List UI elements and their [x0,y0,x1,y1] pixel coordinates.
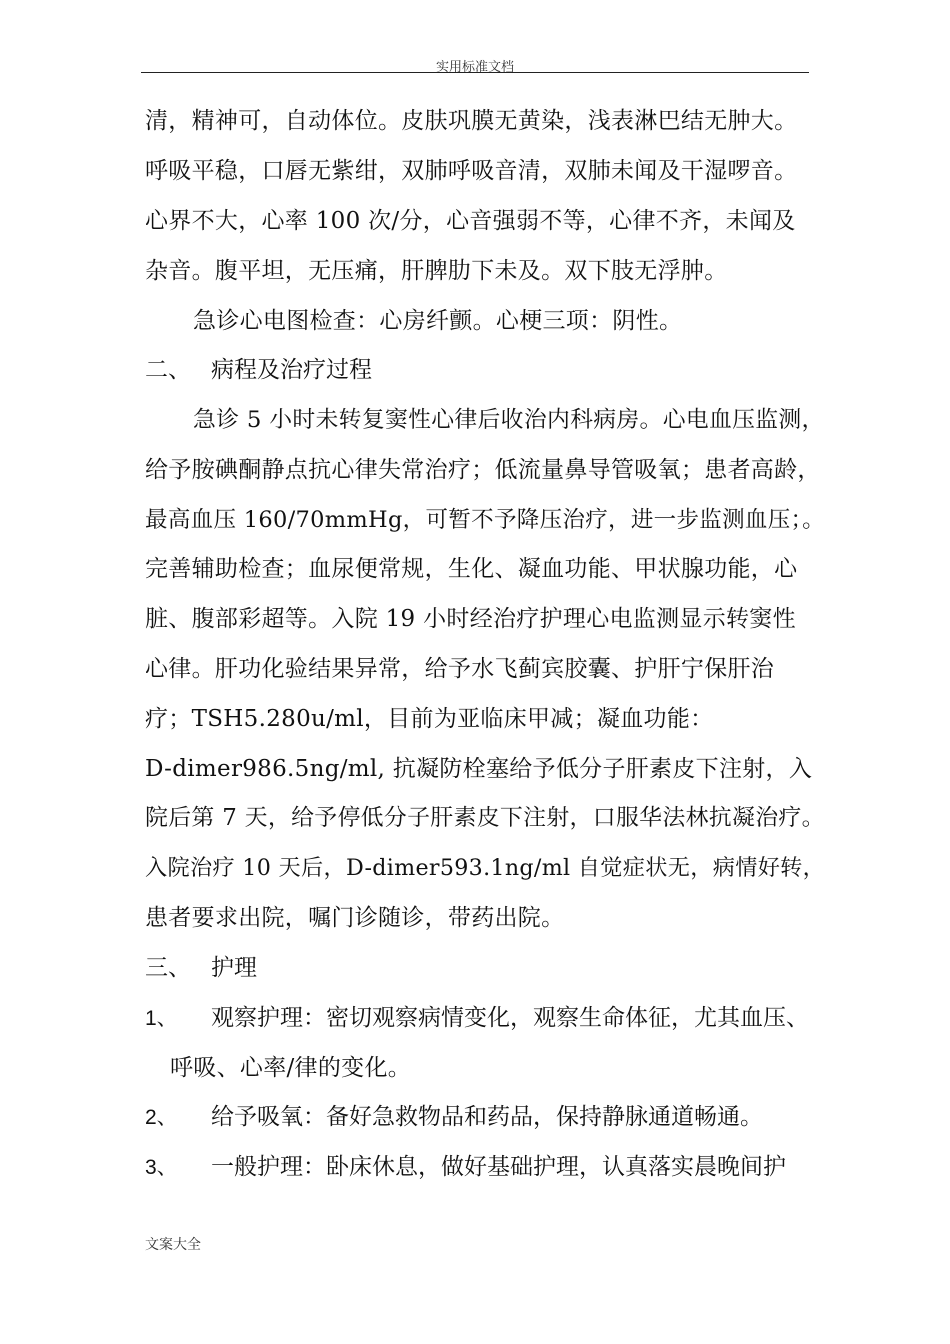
text-line: 急诊 5 小时未转复窦性心律后收治内科病房。心电血压监测， [193,407,825,433]
text-line: 心界不大，心率 100 次/分，心音强弱不等，心律不齐，未闻及 [145,208,796,234]
list-item-number: 2、 [145,1106,178,1129]
text-line: 最高血压 160/70mmHg，可暂不予降压治疗，进一步监测血压；。 [145,507,825,533]
ecg-result-line: 急诊心电图检查：心房纤颤。心梗三项：阴性。 [193,308,683,334]
text-line: 清，精神可，自动体位。皮肤巩膜无黄染，浅表淋巴结无肿大。 [145,108,798,134]
text-line: D-dimer986.5ng/ml, 抗凝防栓塞给予低分子肝素皮下注射，入 [145,756,813,782]
list-item-number: 3、 [145,1156,178,1179]
text-line: 杂音。腹平坦，无压痛，肝脾肋下未及。双下肢无浮肿。 [145,258,728,284]
text-line: 疗；TSH5.280u/ml，目前为亚临床甲减；凝血功能： [145,706,714,732]
header-rule [141,72,809,73]
list-item-text-cont: 呼吸、心率/律的变化。 [170,1055,412,1081]
header-title: 实用标准文档 [435,60,514,75]
page-footer: 文案大全 [145,1237,201,1253]
text-line: 患者要求出院，嘱门诊随诊，带药出院。 [145,905,565,931]
text-line: 脏、腹部彩超等。入院 19 小时经治疗护理心电监测显示转窦性 [145,606,796,632]
text-line: 院后第 7 天，给予停低分子肝素皮下注射，口服华法林抗凝治疗。 [145,805,825,831]
section-title: 护理 [211,955,257,981]
text-line: 心律。肝功化验结果异常，给予水飞蓟宾胶囊、护肝宁保肝治 [145,656,775,682]
section-number: 三、 [145,955,191,981]
list-item-text: 一般护理：卧床休息，做好基础护理，认真落实晨晚间护 [211,1154,786,1180]
text-line: 完善辅助检查；血尿便常规，生化、凝血功能、甲状腺功能，心 [145,556,798,582]
text-line: 呼吸平稳，口唇无紫绀，双肺呼吸音清，双肺未闻及干湿啰音。 [145,158,798,184]
text-line: 给予胺碘酮静点抗心律失常治疗；低流量鼻导管吸氧；患者高龄， [145,457,821,483]
list-item-text: 给予吸氧：备好急救物品和药品，保持静脉通道畅通。 [211,1104,763,1130]
section-title: 病程及治疗过程 [211,357,372,383]
list-item-number: 1、 [145,1007,178,1030]
section-number: 二、 [145,357,191,383]
list-item-text: 观察护理：密切观察病情变化，观察生命体征，尤其血压、 [211,1005,809,1031]
text-line: 入院治疗 10 天后，D-dimer593.1ng/ml 自觉症状无，病情好转， [145,855,826,881]
